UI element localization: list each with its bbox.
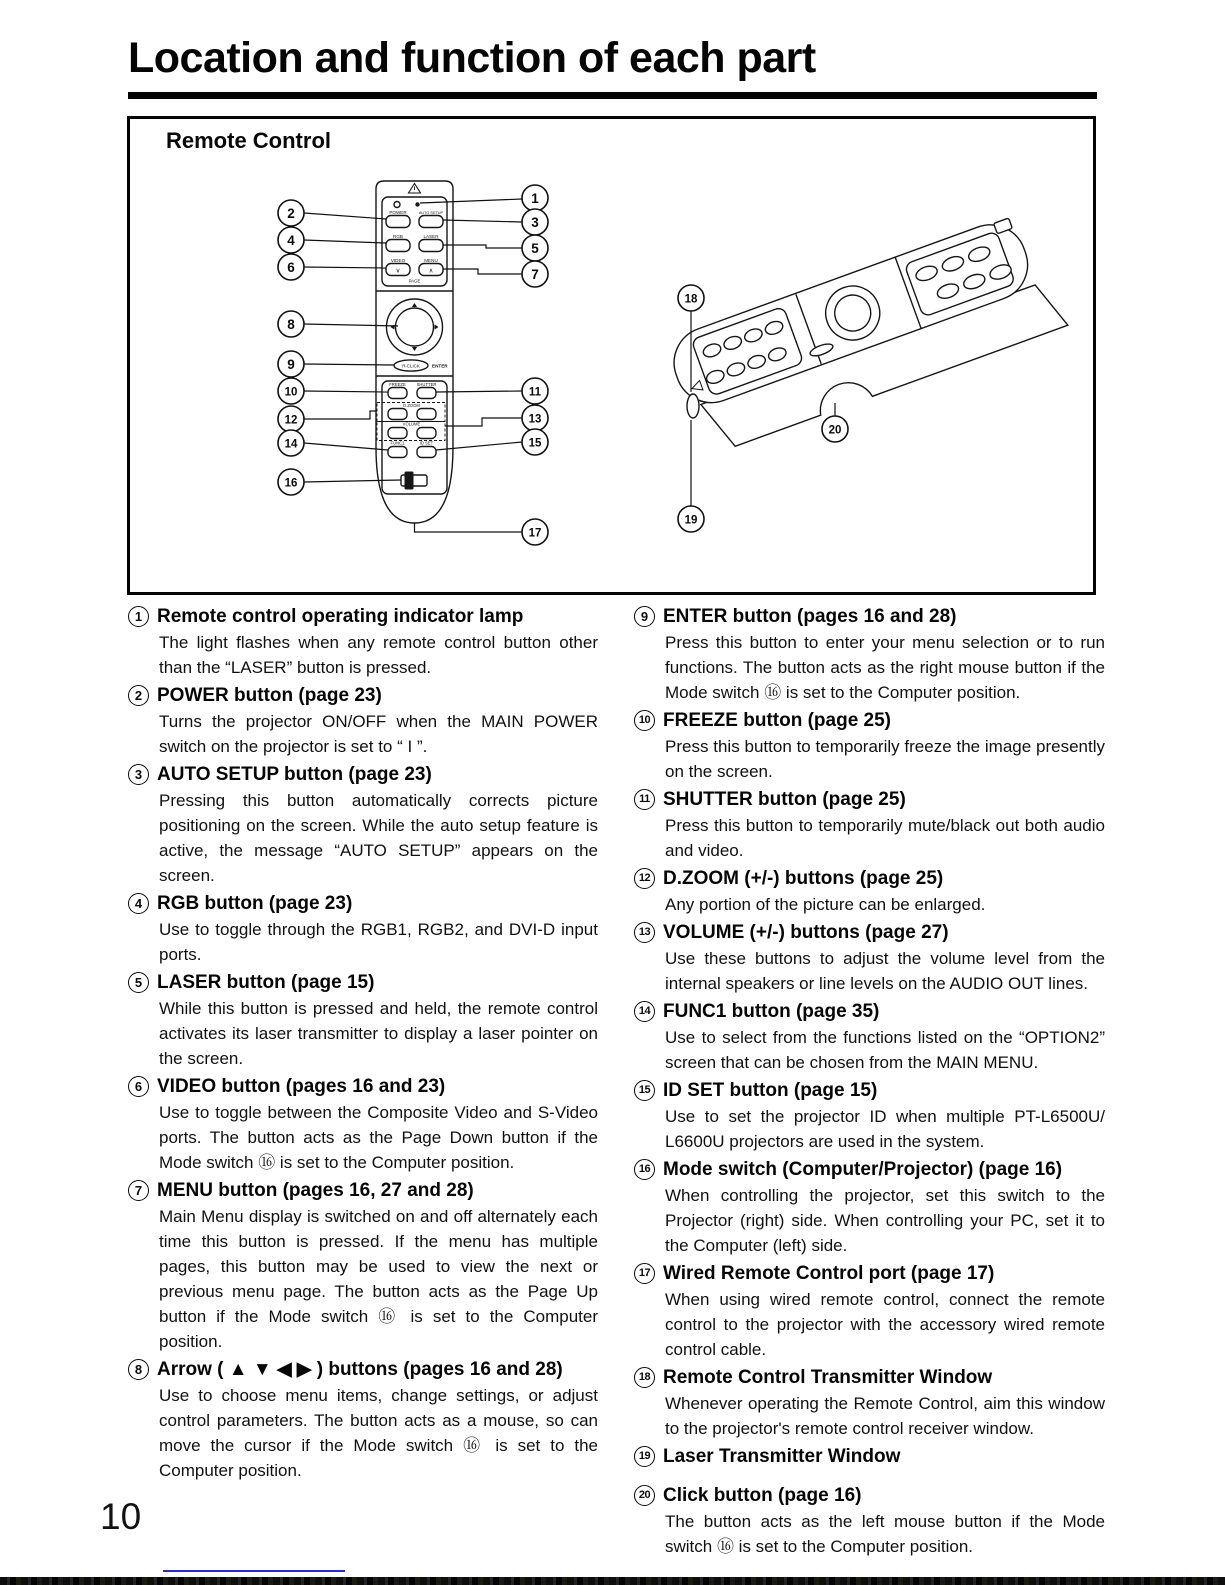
auto-setup-button-label: AUTO SETUP	[418, 211, 444, 215]
enter-label: ENTER	[432, 363, 448, 369]
item-body: While this button is pressed and held, the remote control activates its laser transmitter to display a laser pointer on the screen.	[159, 999, 598, 1068]
description-item	[128, 1357, 598, 1483]
video-button-label: VIDEO	[390, 258, 406, 263]
item-body: The light flashes when any remote control button other than the “LASER” button is pressed.	[159, 633, 598, 677]
item-body: Press this button to temporarily freeze the image presently on the screen.	[665, 737, 1105, 781]
svg-text:17: 17	[528, 527, 542, 540]
description-item	[634, 787, 1105, 863]
item-body: When using wired remote control, connect the remote control to the projector with the accessory wired remote control cable.	[665, 1290, 1105, 1359]
callout-11	[522, 378, 548, 404]
item-heading: VOLUME (+/-) buttons (page 27)	[663, 922, 949, 943]
item-number-badge: 12	[634, 868, 655, 889]
callout-2	[278, 200, 304, 226]
svg-text:3: 3	[531, 215, 539, 230]
footer-blue-line	[163, 1570, 345, 1572]
description-item	[634, 866, 1105, 917]
item-heading: Remote control operating indicator lamp	[157, 606, 524, 627]
item-heading: FUNC1 button (page 35)	[663, 1001, 880, 1022]
page-label: PAGE	[408, 278, 421, 284]
item-number-badge: 16	[634, 1159, 655, 1180]
item-number-badge: 8	[128, 1359, 149, 1380]
item-number-badge: 20	[634, 1485, 655, 1506]
svg-text:2: 2	[287, 206, 295, 221]
item-body: Use to set the projector ID when multiple PT-L6500U/ L6600U projectors are used in the system.	[665, 1107, 1105, 1151]
item-number-badge: 4	[128, 893, 149, 914]
svg-text:12: 12	[284, 414, 298, 427]
callout-13	[522, 405, 548, 431]
item-heading: FREEZE button (page 25)	[663, 710, 891, 731]
laser-button-label: LASER	[423, 234, 439, 239]
description-item	[128, 891, 598, 967]
item-number-badge: 5	[128, 972, 149, 993]
item-number-badge: 1	[128, 606, 149, 627]
item-number-badge: 2	[128, 685, 149, 706]
item-number-badge: 6	[128, 1076, 149, 1097]
item-body: Main Menu display is switched on and off alternately each time this button is pressed. If the menu has multiple pages, this button may be used to view the next or previous menu page. The button acts as the Page Up button if the Mode switch ⑯ is set to the Computer position.	[159, 1207, 598, 1351]
item-heading: AUTO SETUP button (page 23)	[157, 764, 432, 785]
callout-12	[278, 406, 304, 432]
item-body: Use to toggle between the Composite Video and S-Video ports. The button acts as the Page Down button if the Mode switch ⑯ is set to the Computer position.	[159, 1103, 598, 1172]
svg-text:9: 9	[287, 357, 295, 372]
item-heading: Click button (page 16)	[663, 1485, 862, 1506]
item-body: Press this button to temporarily mute/black out both audio and video.	[665, 816, 1105, 860]
remote-front-diagram	[376, 181, 453, 523]
callout-8	[278, 311, 304, 337]
scan-edge-strip	[0, 1577, 1225, 1585]
svg-text:6: 6	[287, 260, 295, 275]
item-heading: ENTER button (pages 16 and 28)	[663, 606, 957, 627]
item-body: Use to toggle through the RGB1, RGB2, and DVI-D input ports.	[159, 920, 598, 964]
item-heading: D.ZOOM (+/-) buttons (page 25)	[663, 868, 944, 889]
shutter-button-label: SHUTTER	[416, 382, 437, 387]
description-item	[634, 920, 1105, 996]
svg-text:14: 14	[284, 438, 298, 451]
item-body: When controlling the projector, set this switch to the Projector (right) side. When controlling your PC, set it to the Computer (left) side.	[665, 1186, 1105, 1255]
svg-text:1: 1	[531, 191, 539, 206]
item-number-badge: 17	[634, 1263, 655, 1284]
freeze-button-label: FREEZE	[389, 382, 406, 387]
item-body: Whenever operating the Remote Control, aim this window to the projector's remote control receiver window.	[665, 1394, 1105, 1438]
svg-text:18: 18	[684, 293, 698, 306]
item-heading: Mode switch (Computer/Projector) (page 16)	[663, 1159, 1063, 1180]
item-number-badge: 10	[634, 710, 655, 731]
item-number-badge: 13	[634, 922, 655, 943]
description-item	[128, 683, 598, 759]
callout-9	[278, 351, 304, 377]
page-up-glyph: ∧	[428, 267, 434, 275]
laser-transmitter-window	[687, 394, 699, 418]
item-heading: RGB button (page 23)	[157, 893, 353, 914]
item-number-badge: 9	[634, 606, 655, 627]
descriptions-left-column	[128, 604, 598, 1562]
svg-text:8: 8	[287, 317, 295, 332]
rgb-button-label: RGB	[393, 234, 403, 239]
description-item	[634, 708, 1105, 784]
item-heading: Remote Control Transmitter Window	[663, 1367, 993, 1388]
callout-6	[278, 254, 304, 280]
svg-text:5: 5	[531, 241, 539, 256]
item-heading: VIDEO button (pages 16 and 23)	[157, 1076, 446, 1097]
id-set-button-label: ID SET	[419, 440, 434, 446]
svg-text:15: 15	[528, 437, 542, 450]
callout-4	[278, 227, 304, 253]
svg-text:11: 11	[528, 386, 542, 399]
callout-18	[678, 285, 704, 311]
item-heading: SHUTTER button (page 25)	[663, 789, 906, 810]
item-heading: Wired Remote Control port (page 17)	[663, 1263, 995, 1284]
remote-side-diagram	[664, 210, 1068, 457]
description-item	[634, 1078, 1105, 1154]
description-item	[634, 1261, 1105, 1362]
item-heading: LASER button (page 15)	[157, 972, 375, 993]
item-heading: Arrow ( ▲ ▼ ◀ ▶ ) buttons (pages 16 and 28)	[157, 1359, 563, 1380]
callout-17	[522, 519, 548, 545]
item-number-badge: 19	[634, 1446, 655, 1467]
func1-button-label: FUNC1	[390, 440, 405, 446]
item-body: Pressing this button automatically corrects picture positioning on the screen. While the auto setup feature is active, the message “AUTO SETUP” appears on the screen.	[159, 791, 598, 885]
remote-control-figure-box	[127, 116, 1096, 595]
power-button-label: POWER	[389, 210, 407, 215]
description-item	[634, 1483, 1105, 1559]
item-heading: Laser Transmitter Window	[663, 1446, 901, 1467]
page-down-glyph: ∨	[395, 267, 401, 275]
item-body: Any portion of the picture can be enlarged.	[665, 895, 986, 914]
callout-1	[522, 185, 548, 211]
description-item	[634, 999, 1105, 1075]
item-number-badge: 18	[634, 1367, 655, 1388]
item-body: Turns the projector ON/OFF when the MAIN POWER switch on the projector is set to “ I ”.	[159, 712, 598, 756]
callout-5	[522, 235, 548, 261]
svg-text:10: 10	[284, 386, 298, 399]
description-item	[128, 970, 598, 1071]
item-number-badge: 15	[634, 1080, 655, 1101]
item-body: The button acts as the left mouse button if the Mode switch ⑯ is set to the Computer position.	[665, 1512, 1105, 1556]
description-item	[128, 1074, 598, 1175]
callout-7	[522, 261, 548, 287]
item-body: Use these buttons to adjust the volume level from the internal speakers or line levels on the AUDIO OUT lines.	[665, 949, 1105, 993]
svg-text:4: 4	[287, 233, 295, 248]
descriptions-right-column	[634, 604, 1105, 1562]
volume-buttons-label: VOLUME	[402, 421, 421, 427]
description-item	[128, 604, 598, 680]
callout-15	[522, 429, 548, 455]
descriptions-section	[128, 604, 1105, 1562]
svg-text:13: 13	[528, 413, 542, 426]
callout-14	[278, 430, 304, 456]
item-number-badge: 14	[634, 1001, 655, 1022]
item-heading: MENU button (pages 16, 27 and 28)	[157, 1180, 474, 1201]
r-click-label: R-CLICK	[402, 363, 420, 369]
svg-text:16: 16	[284, 477, 298, 490]
item-number-badge: 11	[634, 789, 655, 810]
item-heading: POWER button (page 23)	[157, 685, 382, 706]
callout-20	[822, 416, 848, 442]
item-number-badge: 7	[128, 1180, 149, 1201]
callout-16	[278, 469, 304, 495]
description-item	[128, 762, 598, 888]
menu-button-label: MENU	[424, 258, 438, 263]
page-number: 10	[100, 1496, 142, 1537]
callout-19	[678, 506, 704, 532]
page-title: Location and function of each part	[128, 34, 816, 82]
item-number-badge: 3	[128, 764, 149, 785]
figure-box-title: Remote Control	[166, 128, 331, 153]
svg-text:19: 19	[684, 514, 698, 527]
item-body: Use to choose menu items, change settings, or adjust control parameters. The button acts as a mouse, so can move the cursor if the Mode switch ⑯ is set to the Computer position.	[159, 1386, 598, 1480]
item-body: Press this button to enter your menu selection or to run functions. The button acts as the right mouse button if the Mode switch ⑯ is set to the Computer position.	[665, 633, 1105, 702]
svg-text:20: 20	[828, 424, 842, 437]
description-item	[128, 1178, 598, 1354]
description-item	[634, 1365, 1105, 1441]
dzoom-buttons-label: D.ZOOM	[403, 403, 420, 408]
description-item	[634, 604, 1105, 705]
svg-text:7: 7	[531, 267, 539, 282]
description-item	[634, 1444, 1105, 1469]
callout-3	[522, 209, 548, 235]
title-underline	[128, 92, 1097, 99]
item-body: Use to select from the functions listed on the “OPTION2” screen that can be chosen from the MAIN MENU.	[665, 1028, 1105, 1072]
callout-10	[278, 378, 304, 404]
remote-control-diagram	[130, 119, 1092, 591]
item-heading: ID SET button (page 15)	[663, 1080, 878, 1101]
description-item	[634, 1157, 1105, 1258]
